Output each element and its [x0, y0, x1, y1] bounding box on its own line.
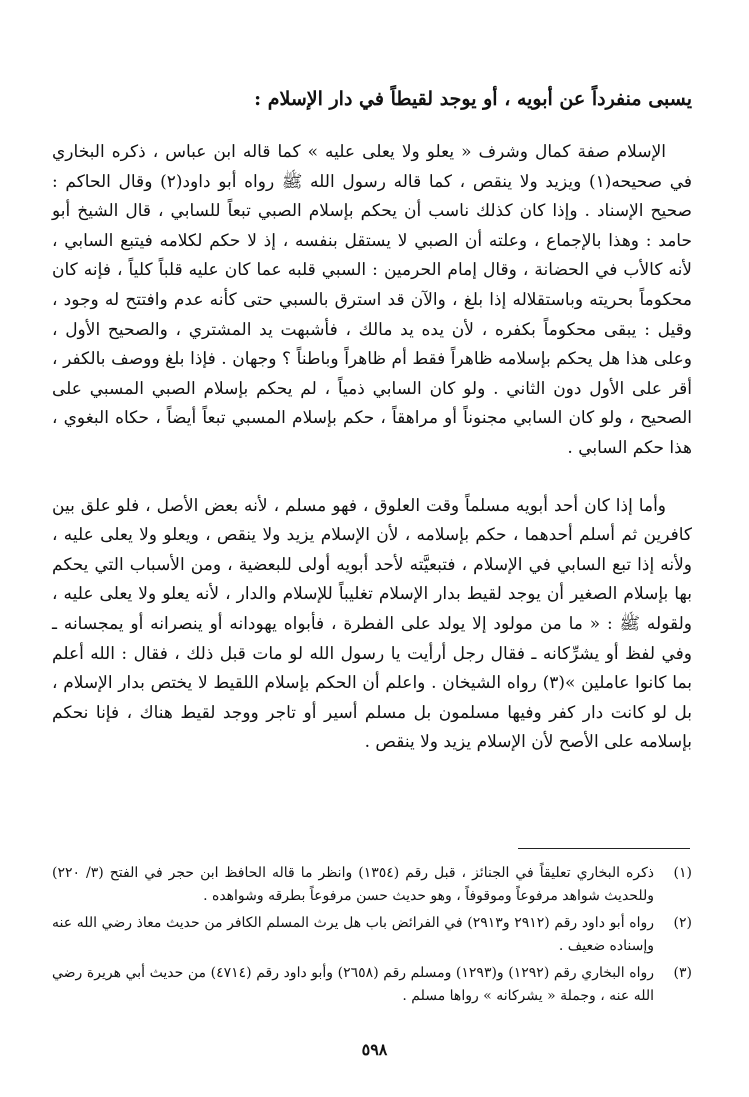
paragraph-2: وأما إذا كان أحد أبويه مسلماً وقت العلوق ، فهو مسلم ، لأنه بعض الأصل ، فلو علق بين كافرين ثم أسلم أحدهما ، حكم بإسلامه ، لأن الإسلام يزيد ولا ينقص ، ويعلو ولا يعلى عليه ، ولأنه إذا تبع السابي في الإسلام ، فتبعيَّته لأحد أبويه أولى للبعضية ، ومن الأسباب التي يحكم بها بإسلام الصغير أن يوجد لقيط بدار الإسلام تغليباً للإسلام والدار ، لأنه يعلو ولا يعلى عليه ، ولقوله ﷺ : « ما من مولود إلا يولد على الفطرة ، فأبواه يهودانه أو ينصرانه أو يمجسانه ـ وفي لفظ أو يشرِّكانه ـ فقال رجل أرأيت يا رسول الله لو مات قبل ذلك ، فقال : الله أعلم بما كانوا عاملين »(٣) رواه الشيخان . واعلم أن الحكم بإسلام اللقيط لا يختص بدار الإسلام ، بل لو كانت دار كفر وفيها مسلمون بل مسلم أسير أو تاجر ووجد لقيط هناك ، فإنا نحكم بإسلامه على الأصح لأن الإسلام يزيد ولا ينقص . [52, 495, 692, 753]
footnote-text: رواه البخاري رقم (١٢٩٢) و(١٢٩٣) ومسلم رقم (٢٦٥٨) وأبو داود رقم (٤٧١٤) من حديث أبي هريرة رضي الله عنه ، وجملة « يشركانه » رواها مسلم . [52, 965, 654, 1004]
footnote-1 [52, 862, 692, 908]
footnote-3 [52, 962, 692, 1008]
footnote-text: ذكره البخاري تعليقاً في الجنائز ، قبل رقم (١٣٥٤) وانظر ما قاله الحافظ ابن حجر في الفتح (٣/ ٢٢٠) وللحديث شواهد مرفوعاً وموقوفاً ، وهو حديث حسن مرفوعاً بطرقه وشواهده . [52, 865, 654, 904]
footnotes [52, 862, 692, 1012]
footnote-number: (٢) [673, 915, 692, 931]
section-heading: يسبى منفرداً عن أبويه ، أو يوجد لقيطاً في دار الإسلام : [254, 88, 692, 110]
footnote-number: (١) [673, 865, 692, 881]
footnote-2 [52, 912, 692, 958]
page-number: ٥٩٨ [361, 1040, 388, 1059]
footnote-text: رواه أبو داود رقم (٢٩١٢ و٢٩١٣) في الفرائض باب هل يرث المسلم الكافر من حديث معاذ رضي الله عنه وإسناده ضعيف . [52, 915, 654, 954]
footnote-number: (٣) [673, 965, 692, 981]
footnote-separator [518, 848, 690, 849]
paragraph-1: الإسلام صفة كمال وشرف « يعلو ولا يعلى عليه » كما قاله ابن عباس ، ذكره البخاري في صحيحه(١) ويزيد ولا ينقص ، كما قاله رسول الله ﷺ رواه أبو داود(٢) وقال الحاكم : صحيح الإسناد . وإذا كان كذلك ناسب أن يحكم بإسلام الصبي تبعاً للسابي ، قال الشيخ أبو حامد : وهذا بالإجماع ، وعلته أن الصبي لا يستقل بنفسه ، إذ لا حكم لكلامه فيتبع السابي ، لأنه كالأب في الحضانة ، وقال إمام الحرمين : السبي قلبه عما كان عليه قلباً كلياً ، فإنه كان محكوماً بحريته وباستقلاله إذا بلغ ، والآن قد استرق بالسبي حتى كأنه عدم وافتتح له وجود ، وقيل : يبقى محكوماً بكفره ، لأن يده يد مالك ، فأشبهت يد المشتري ، والصحيح الأول ، وعلى هذا هل يحكم بإسلامه ظاهراً فقط أم ظاهراً وباطناً ؟ وجهان . فإذا بلغ ووصف بالكفر ، أقر على الأول دون الثاني . ولو كان السابي ذمياً ، لم يحكم بإسلام الصبي المسبي على الصحيح ، ولو كان السابي مجنوناً أو مراهقاً ، حكم بإسلام المسبي تبعاً أيضاً ، حكاه البغوي ، هذا حكم السابي . [52, 142, 692, 458]
main-text-block [52, 84, 692, 786]
